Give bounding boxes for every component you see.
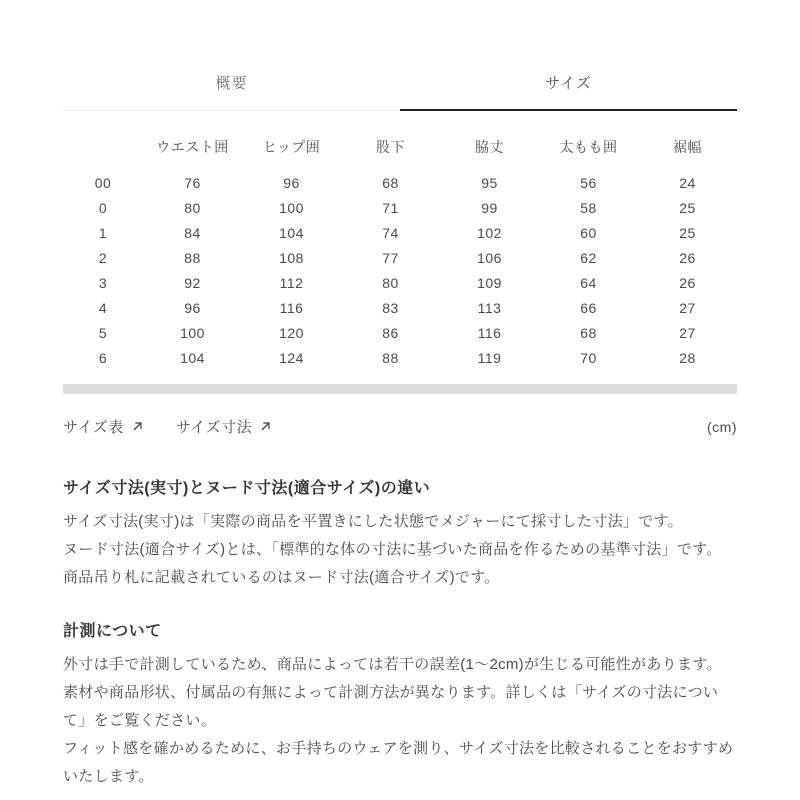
links-row <box>63 416 737 437</box>
table-cell: 92 <box>184 275 201 291</box>
table-cell: 120 <box>279 325 304 341</box>
table-cell: 25 <box>679 200 696 216</box>
table-cell: 119 <box>477 350 502 366</box>
table-cell: 99 <box>481 200 498 216</box>
size-measurements-link[interactable] <box>176 416 272 437</box>
section-paragraph: サイズ寸法(実寸)は「実際の商品を平置きにした状態でメジャーにて採寸した寸法」です。 <box>63 513 683 530</box>
table-cell: 62 <box>580 250 597 266</box>
table-cell: 70 <box>580 350 597 366</box>
section-paragraph: 商品吊り札に記載されているのはヌード寸法(適合サイズ)です。 <box>63 569 500 586</box>
column-header: 股下 <box>376 139 405 155</box>
table-cell: 86 <box>382 325 399 341</box>
table-cell: 106 <box>477 250 502 266</box>
table-cell: 71 <box>382 200 399 216</box>
row-size-label: 0 <box>98 200 108 216</box>
table-cell: 84 <box>184 225 201 241</box>
section-heading: サイズ寸法(実寸)とヌード寸法(適合サイズ)の違い <box>63 480 431 497</box>
table-cell: 26 <box>679 250 696 266</box>
table-cell: 80 <box>382 275 399 291</box>
table-cell: 77 <box>382 250 399 266</box>
table-cell: 116 <box>477 325 502 341</box>
table-cell: 83 <box>382 300 399 316</box>
row-size-label: 3 <box>98 275 108 291</box>
row-size-label: 00 <box>94 175 112 191</box>
row-size-label: 6 <box>98 350 108 366</box>
table-cell: 26 <box>679 275 696 291</box>
section-paragraph: ヌード寸法(適合サイズ)とは、「標準的な体の寸法に基づいた商品を作るための基準寸法」です。 <box>63 541 722 558</box>
table-cell: 64 <box>580 275 597 291</box>
table-cell: 112 <box>279 275 304 291</box>
table-cell: 95 <box>481 175 498 191</box>
table-cell: 27 <box>679 300 696 316</box>
table-cell: 74 <box>382 225 399 241</box>
size-chart-link[interactable] <box>63 416 144 437</box>
size-measurements-link-label: サイズ寸法 <box>175 419 253 436</box>
row-size-label: 1 <box>98 225 108 241</box>
column-header: 裾幅 <box>673 139 702 155</box>
external-link-icon <box>131 420 144 433</box>
table-cell: 104 <box>279 225 304 241</box>
size-table <box>63 137 737 371</box>
table-cell: 100 <box>279 200 304 216</box>
column-header: ヒップ囲 <box>262 139 321 155</box>
table-cell: 68 <box>580 325 597 341</box>
column-header: ウエスト囲 <box>156 139 229 155</box>
table-cell: 88 <box>184 250 201 266</box>
table-cell: 108 <box>279 250 304 266</box>
tab-size-label: サイズ <box>545 75 592 92</box>
section-paragraph: 外寸は手で計測しているため、商品によっては若干の誤差(1〜2cm)が生じる可能性があります。 <box>63 656 722 673</box>
column-header: 脇丈 <box>475 139 504 155</box>
section-size-definitions <box>63 475 737 592</box>
table-cell: 58 <box>580 200 597 216</box>
size-chart-link-label: サイズ表 <box>63 419 124 436</box>
tab-overview[interactable] <box>63 72 400 111</box>
table-cell: 100 <box>180 325 205 341</box>
table-cell: 28 <box>679 350 696 366</box>
horizontal-scrollbar[interactable] <box>63 384 737 394</box>
column-header-empty <box>63 137 143 171</box>
table-cell: 66 <box>580 300 597 316</box>
table-cell: 25 <box>679 225 696 241</box>
table-cell: 96 <box>283 175 300 191</box>
section-heading: 計測について <box>63 623 162 640</box>
table-cell: 60 <box>580 225 597 241</box>
table-cell: 104 <box>180 350 205 366</box>
table-cell: 116 <box>279 300 304 316</box>
row-size-label: 2 <box>98 250 108 266</box>
section-paragraph: 素材や商品形状、付属品の有無によって計測方法が異なります。詳しくは「サイズの寸法について」をご覧ください。 <box>63 684 719 729</box>
row-size-label: 4 <box>98 300 108 316</box>
unit-label: (cm) <box>707 418 737 435</box>
table-cell: 124 <box>279 350 304 366</box>
table-cell: 56 <box>580 175 597 191</box>
table-cell: 80 <box>184 200 201 216</box>
table-cell: 109 <box>477 275 502 291</box>
external-link-icon <box>259 420 272 433</box>
table-cell: 76 <box>184 175 201 191</box>
tab-size[interactable] <box>400 72 737 111</box>
table-cell: 88 <box>382 350 399 366</box>
section-paragraph: フィット感を確かめるために、お手持ちのウェアを測り、サイズ寸法を比較されることをおすすめいたします。 <box>63 740 734 785</box>
row-size-label: 5 <box>98 325 108 341</box>
table-cell: 68 <box>382 175 399 191</box>
table-cell: 24 <box>679 175 696 191</box>
tab-bar <box>63 72 737 111</box>
column-header: 太もも囲 <box>559 139 618 155</box>
table-cell: 113 <box>477 300 502 316</box>
table-cell: 102 <box>477 225 502 241</box>
section-measurement-notes <box>63 618 737 791</box>
table-cell: 27 <box>679 325 696 341</box>
table-cell: 96 <box>184 300 201 316</box>
tab-overview-label: 概要 <box>215 75 248 92</box>
